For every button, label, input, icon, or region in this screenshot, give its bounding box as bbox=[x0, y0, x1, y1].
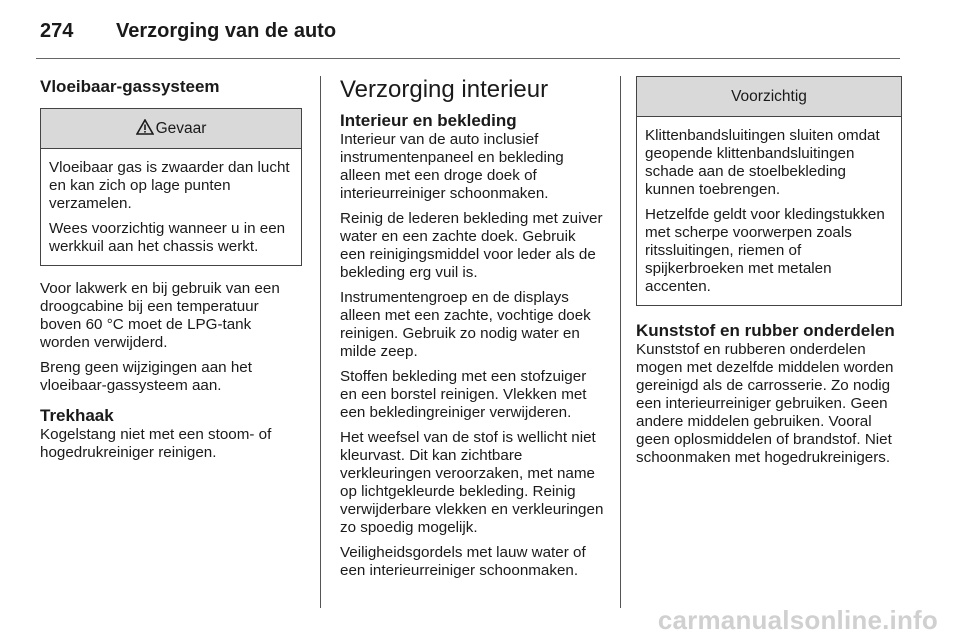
subheading-bekleding: Interieur en bekleding bbox=[340, 111, 517, 130]
column-divider-left bbox=[320, 76, 321, 608]
watermark: carmanualsonline.info bbox=[657, 605, 938, 635]
warning-triangle-icon bbox=[136, 119, 154, 135]
warning-box-header bbox=[41, 109, 301, 149]
paragraph: Stoffen bekleding met een stofzuiger en een borstel reinigen. Vlekken met een bekledingreiniger verwijderen. bbox=[340, 368, 587, 421]
caution-box bbox=[636, 76, 902, 306]
caution-text: Klittenbandsluitingen sluiten omdat geopende klittenbandsluitingen schade aan de stoelbekleding kunnen toebrengen. bbox=[645, 127, 880, 198]
paragraph: Instrumentengroep en de displays alleen met een zachte, vochtige doek reinigen. Gebruik zo nodig water en milde zeep. bbox=[340, 289, 591, 360]
paragraph: Interieur van de auto inclusief instrumentenpaneel en bekleding alleen met een droge doek of interieurreiniger schoonmaken. bbox=[340, 131, 564, 202]
caution-box-header bbox=[637, 77, 901, 117]
section-heading-trekhaak: Trekhaak bbox=[40, 406, 114, 425]
paragraph: Voor lakwerk en bij gebruik van een droogcabine bij een temperatuur boven 60 °C moet de LPG-tank worden verwijderd. bbox=[40, 280, 280, 351]
paragraph: Het weefsel van de stof is wellicht niet kleurvast. Dit kan zichtbare verkleuringen veroorzaken, met name op lichtgekleurde bekleding. Reinig verwijderbare vlekken en verkleuringen zo spoedig mogelijk. bbox=[340, 429, 604, 536]
paragraph: Veiligheidsgordels met lauw water of een interieurreiniger schoonmaken. bbox=[340, 544, 586, 579]
column-divider-right bbox=[620, 76, 621, 608]
column-middle bbox=[340, 76, 604, 587]
paragraph: Reinig de lederen bekleding met zuiver water en een zachte doek. Gebruik een reinigingsmiddel voor leder als de bekleding erg vuil is. bbox=[340, 210, 603, 281]
section-heading-interieur: Verzorging interieur bbox=[340, 76, 549, 103]
warning-box bbox=[40, 108, 302, 266]
warning-title: Gevaar bbox=[155, 120, 207, 137]
caution-title: Voorzichtig bbox=[731, 88, 807, 105]
section-heading-lpg: Vloeibaar-gassysteem bbox=[40, 77, 220, 96]
page-number: 274 bbox=[40, 20, 74, 42]
paragraph: Kogelstang niet met een stoom- of hogedrukreiniger reinigen. bbox=[40, 426, 272, 461]
paragraph: Kunststof en rubberen onderdelen mogen met dezelfde middelen worden gereinigd als de carrosserie. Zo nodig een interieurreiniger gebruiken. Geen andere middelen gebruiken. Vooral geen oplosmiddelen of brandstof. Niet schoonmaken met hogedrukreinigers. bbox=[636, 341, 894, 466]
paragraph: Breng geen wijzigingen aan het vloeibaar-gassysteem aan. bbox=[40, 359, 252, 394]
warning-text: Vloeibaar gas is zwaarder dan lucht en kan zich op lage punten verzamelen. bbox=[49, 159, 290, 212]
page-header-title: Verzorging van de auto bbox=[116, 20, 337, 42]
header-rule bbox=[36, 58, 900, 59]
column-right bbox=[636, 76, 902, 474]
section-heading-kunststof: Kunststof en rubber onderdelen bbox=[636, 321, 895, 340]
caution-text: Hetzelfde geldt voor kledingstukken met scherpe voorwerpen zoals ritssluitingen, riemen of spijkerbroeken met metalen accenten. bbox=[645, 206, 885, 295]
warning-text: Wees voorzichtig wanneer u in een werkkuil aan het chassis werkt. bbox=[49, 220, 286, 255]
column-left bbox=[40, 76, 302, 469]
